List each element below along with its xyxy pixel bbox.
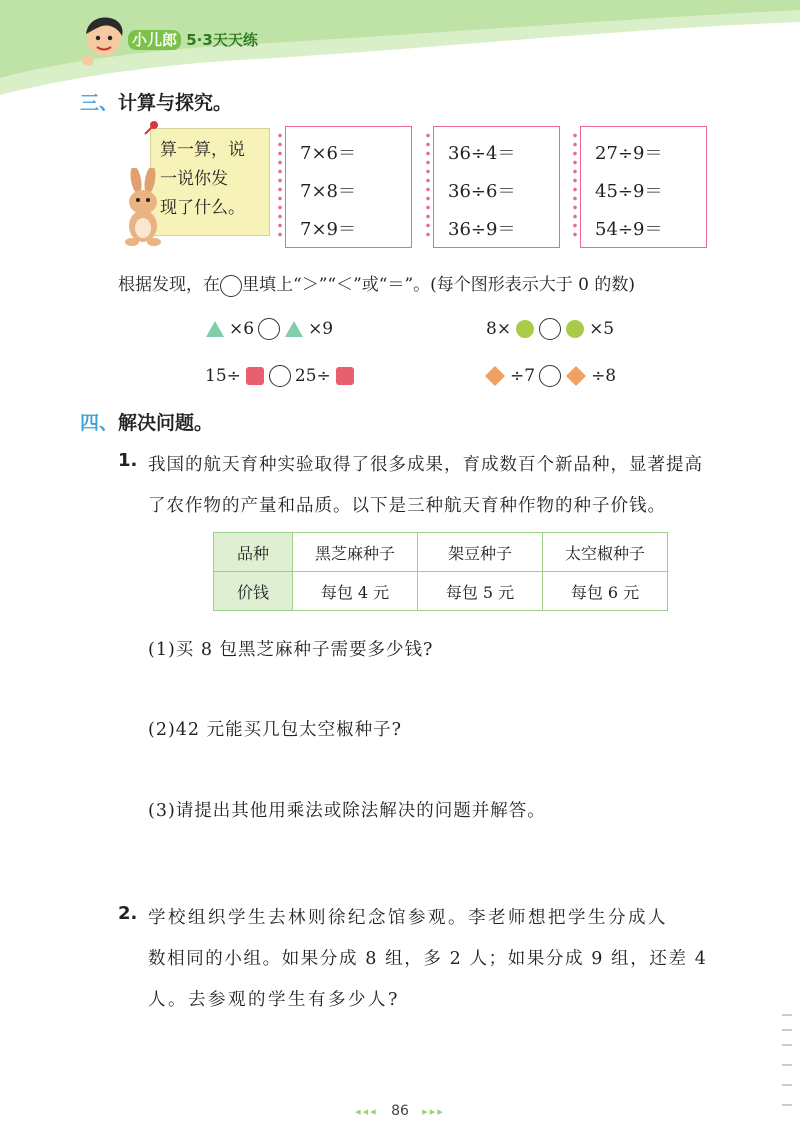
q1-line-2: 了农作物的产量和品质。以下是三种航天育种作物的种子价钱。 bbox=[148, 496, 666, 516]
q2-number: 2. bbox=[118, 903, 138, 924]
green-circle-icon bbox=[515, 319, 535, 339]
brand-series: 5·3天天练 bbox=[186, 31, 258, 49]
table-column-header: 太空椒种子 bbox=[543, 533, 668, 572]
hint-line-3: 现了什么。 bbox=[160, 198, 245, 218]
header-brand bbox=[128, 29, 258, 50]
red-square-icon bbox=[335, 366, 355, 386]
instruction-text bbox=[118, 270, 635, 297]
answer-circle-icon bbox=[220, 275, 242, 297]
table-row bbox=[214, 572, 668, 611]
q1-sub-question-1: (1)买 8 包黑芝麻种子需要多少钱? bbox=[148, 640, 434, 660]
compare-c-text-1: 15÷ bbox=[205, 366, 241, 386]
q1-sub-question-2: (2)42 元能买几包太空椒种子? bbox=[148, 720, 403, 740]
calc-card-3 bbox=[580, 126, 707, 248]
section4-number: 四、 bbox=[80, 412, 119, 434]
orange-diamond-icon bbox=[565, 365, 587, 387]
compare-a-text-1: ×6 bbox=[229, 319, 255, 339]
compare-d-text-2: ÷8 bbox=[591, 366, 617, 386]
pin-icon bbox=[142, 120, 160, 138]
orange-diamond-icon bbox=[484, 365, 506, 387]
seed-price-table bbox=[213, 532, 668, 611]
table-column-header: 黑芝麻种子 bbox=[293, 533, 418, 572]
q2-line-2: 数相同的小组。如果分成 8 组，多 2 人；如果分成 9 组，还差 4 bbox=[148, 949, 708, 969]
table-row-label: 价钱 bbox=[214, 572, 293, 611]
page-number: 86 bbox=[391, 1103, 409, 1119]
brand-logo: 小儿郎 bbox=[128, 30, 181, 50]
red-square-icon bbox=[245, 366, 265, 386]
compare-c-text-2: 25÷ bbox=[294, 366, 331, 386]
compare-d-text-1: ÷7 bbox=[510, 366, 536, 386]
section4-title: 解决问题。 bbox=[118, 412, 214, 434]
answer-circle[interactable] bbox=[539, 365, 561, 387]
card-binding bbox=[571, 131, 579, 241]
calc-card-1-line-2: 7×8＝ bbox=[300, 181, 356, 202]
instruction-before: 根据发现，在 bbox=[118, 275, 220, 295]
card-binding bbox=[424, 131, 432, 241]
compare-a-text-2: ×9 bbox=[308, 319, 334, 339]
compare-item-d bbox=[484, 365, 616, 387]
section3-title: 计算与探究。 bbox=[118, 92, 233, 114]
calc-card-3-line-1: 27÷9＝ bbox=[595, 143, 663, 164]
table-cell: 每包 4 元 bbox=[293, 572, 418, 611]
compare-b-text-1: 8× bbox=[486, 319, 512, 339]
calc-card-1-line-1: 7×6＝ bbox=[300, 143, 356, 164]
triangle-icon bbox=[205, 320, 225, 338]
footer-arrows-left-icon: ◂◂◂ bbox=[355, 1105, 378, 1118]
calc-card-2-line-2: 36÷6＝ bbox=[448, 181, 516, 202]
mascot-boy-icon bbox=[80, 14, 128, 68]
rabbit-icon bbox=[118, 168, 170, 248]
q1-number: 1. bbox=[118, 450, 138, 471]
page-footer bbox=[0, 1103, 800, 1119]
calc-card-3-line-2: 45÷9＝ bbox=[595, 181, 663, 202]
calc-card-2 bbox=[433, 126, 560, 248]
q1-line-1: 我国的航天育种实验取得了很多成果，育成数百个新品种，显著提高 bbox=[148, 455, 703, 475]
triangle-icon bbox=[284, 320, 304, 338]
section3-heading bbox=[80, 88, 232, 115]
calc-card-1-line-3: 7×9＝ bbox=[300, 219, 356, 240]
table-cell: 每包 5 元 bbox=[418, 572, 543, 611]
compare-item-b bbox=[486, 318, 614, 340]
q2-line-1: 学校组织学生去林则徐纪念馆参观。李老师想把学生分成人 bbox=[148, 908, 668, 928]
calc-card-1 bbox=[285, 126, 412, 248]
section3-number: 三、 bbox=[80, 92, 119, 114]
answer-circle[interactable] bbox=[258, 318, 280, 340]
hint-line-1: 算一算，说 bbox=[160, 140, 245, 160]
table-header-row bbox=[214, 533, 668, 572]
instruction-after: 里填上“＞”“＜”或“＝”。(每个图形表示大于 0 的数) bbox=[242, 275, 636, 295]
hint-line-2: 一说你发 bbox=[160, 169, 228, 189]
compare-item-c bbox=[205, 365, 355, 387]
table-column-header: 架豆种子 bbox=[418, 533, 543, 572]
section4-heading bbox=[80, 408, 213, 435]
compare-item-a bbox=[205, 318, 333, 340]
answer-circle[interactable] bbox=[539, 318, 561, 340]
calc-card-2-line-3: 36÷9＝ bbox=[448, 219, 516, 240]
hint-note-text bbox=[160, 136, 268, 223]
green-circle-icon bbox=[565, 319, 585, 339]
footer-arrows-right-icon: ▸▸▸ bbox=[422, 1105, 445, 1118]
answer-circle[interactable] bbox=[269, 365, 291, 387]
table-cell: 每包 6 元 bbox=[543, 572, 668, 611]
calc-card-2-line-1: 36÷4＝ bbox=[448, 143, 516, 164]
card-binding bbox=[276, 131, 284, 241]
compare-b-text-2: ×5 bbox=[589, 319, 615, 339]
calc-card-3-line-3: 54÷9＝ bbox=[595, 219, 663, 240]
q1-sub-question-3: (3)请提出其他用乘法或除法解决的问题并解答。 bbox=[148, 801, 546, 821]
q2-line-3: 人。去参观的学生有多少人? bbox=[148, 990, 400, 1010]
table-header-label: 品种 bbox=[214, 533, 293, 572]
